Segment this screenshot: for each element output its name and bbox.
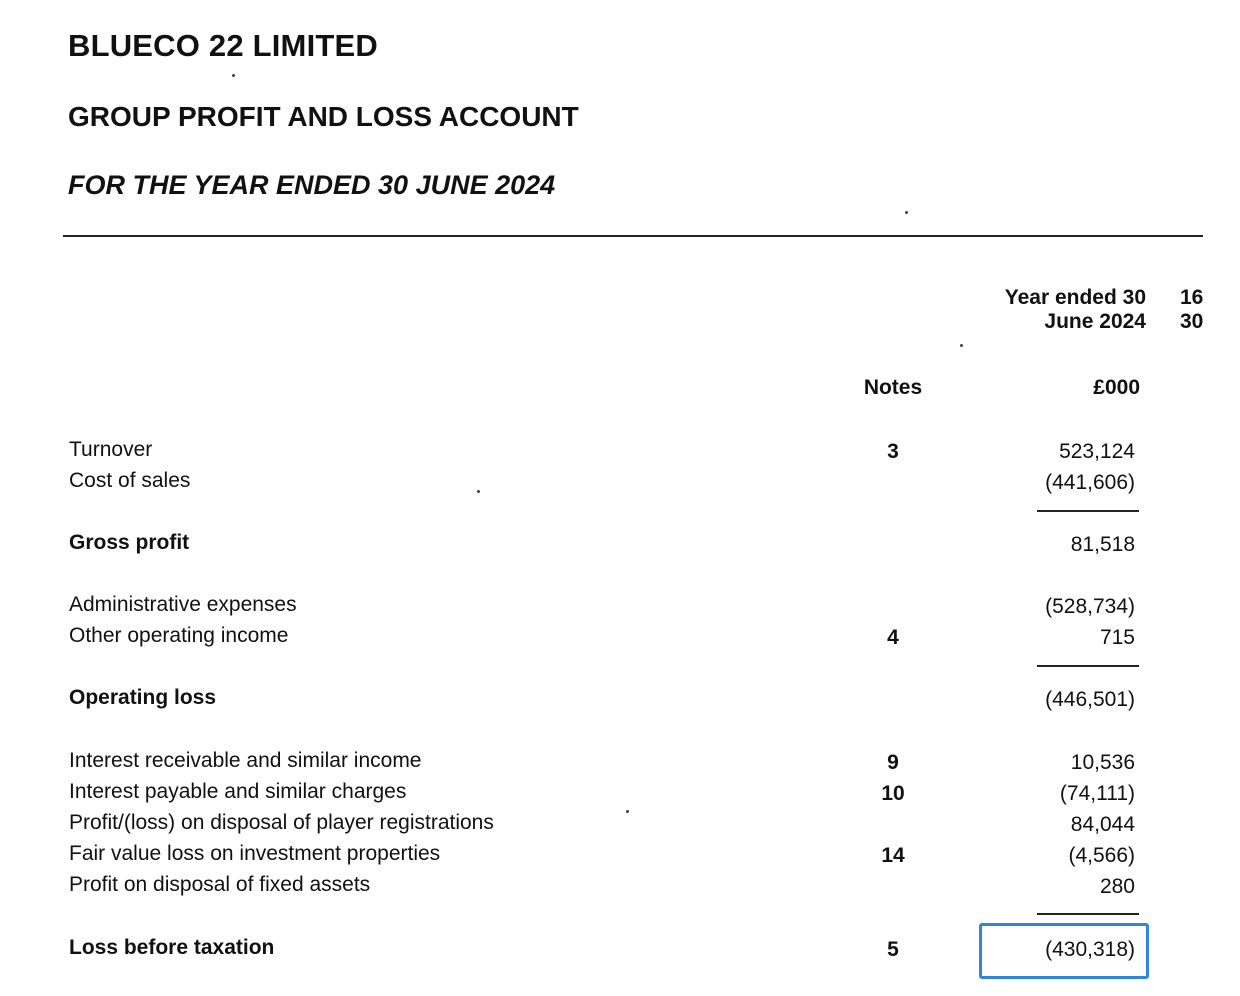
period-subtitle: FOR THE YEAR ENDED 30 JUNE 2024 — [68, 170, 556, 200]
row-label: Fair value loss on investment properties — [69, 842, 441, 865]
table-row-cost-of-sales — [0, 469, 1200, 499]
current-year-header-line1: Year ended 30 — [1004, 286, 1146, 309]
subtotal-rule — [1037, 913, 1139, 915]
table-row-player-registrations — [0, 811, 1200, 841]
row-label: Loss before taxation — [69, 936, 275, 959]
row-amount: (4,566) — [1068, 844, 1135, 867]
row-label: Interest payable and similar charges — [69, 780, 407, 803]
row-label: Other operating income — [69, 624, 289, 647]
table-row-other-operating-income — [0, 624, 1200, 654]
company-name: BLUECO 22 LIMITED — [68, 28, 378, 63]
row-note: 5 — [887, 938, 899, 961]
row-amount: 280 — [1099, 875, 1135, 898]
row-label: Profit on disposal of fixed assets — [69, 873, 371, 896]
prior-period-header-line1: 16 — [1180, 286, 1204, 309]
row-note: 9 — [887, 751, 899, 774]
scan-speck — [905, 211, 908, 214]
row-amount: (430,318) — [1045, 938, 1135, 961]
table-row-gross-profit — [0, 531, 1200, 561]
row-label: Administrative expenses — [69, 593, 297, 616]
scan-speck — [626, 810, 629, 813]
row-note: 14 — [881, 844, 905, 867]
table-row-fair-value-loss — [0, 842, 1200, 872]
subtotal-rule — [1037, 510, 1139, 512]
row-label: Interest receivable and similar income — [69, 749, 422, 772]
table-row-operating-loss — [0, 686, 1200, 716]
row-amount: 523,124 — [1059, 440, 1135, 463]
row-label: Operating loss — [69, 686, 217, 709]
table-row-turnover — [0, 438, 1200, 468]
prior-period-column-header — [1180, 286, 1240, 334]
table-row-disposal-fixed-assets — [0, 873, 1200, 903]
scan-speck — [477, 490, 480, 493]
statement-title: GROUP PROFIT AND LOSS ACCOUNT — [68, 101, 579, 132]
row-amount: 81,518 — [1070, 533, 1135, 556]
current-year-header-line2: June 2024 — [1044, 310, 1146, 333]
table-row-interest-receivable — [0, 749, 1200, 779]
row-amount: 84,044 — [1070, 813, 1135, 836]
row-amount: (446,501) — [1045, 688, 1135, 711]
current-year-column-header — [960, 286, 1146, 334]
row-note: 3 — [887, 440, 899, 463]
row-note: 10 — [881, 782, 905, 805]
header-divider — [63, 235, 1203, 237]
table-row-administrative-expenses — [0, 593, 1200, 623]
notes-column-header: Notes — [863, 376, 923, 399]
row-label: Cost of sales — [69, 469, 191, 492]
row-amount: (441,606) — [1045, 471, 1135, 494]
row-note: 4 — [887, 626, 899, 649]
subtotal-rule — [1037, 665, 1139, 667]
highlight-box — [979, 923, 1149, 979]
table-row-interest-payable — [0, 780, 1200, 810]
row-amount: 10,536 — [1070, 751, 1135, 774]
row-label: Profit/(loss) on disposal of player registrations — [69, 811, 494, 834]
currency-column-header: £000 — [1093, 376, 1140, 399]
row-label: Turnover — [69, 438, 153, 461]
row-amount: (528,734) — [1045, 595, 1135, 618]
row-amount: (74,111) — [1059, 782, 1135, 805]
scan-speck — [960, 344, 963, 347]
row-label: Gross profit — [69, 531, 190, 554]
scan-speck — [232, 74, 235, 77]
prior-period-header-line2: 30 — [1180, 310, 1204, 333]
row-amount: 715 — [1099, 626, 1135, 649]
